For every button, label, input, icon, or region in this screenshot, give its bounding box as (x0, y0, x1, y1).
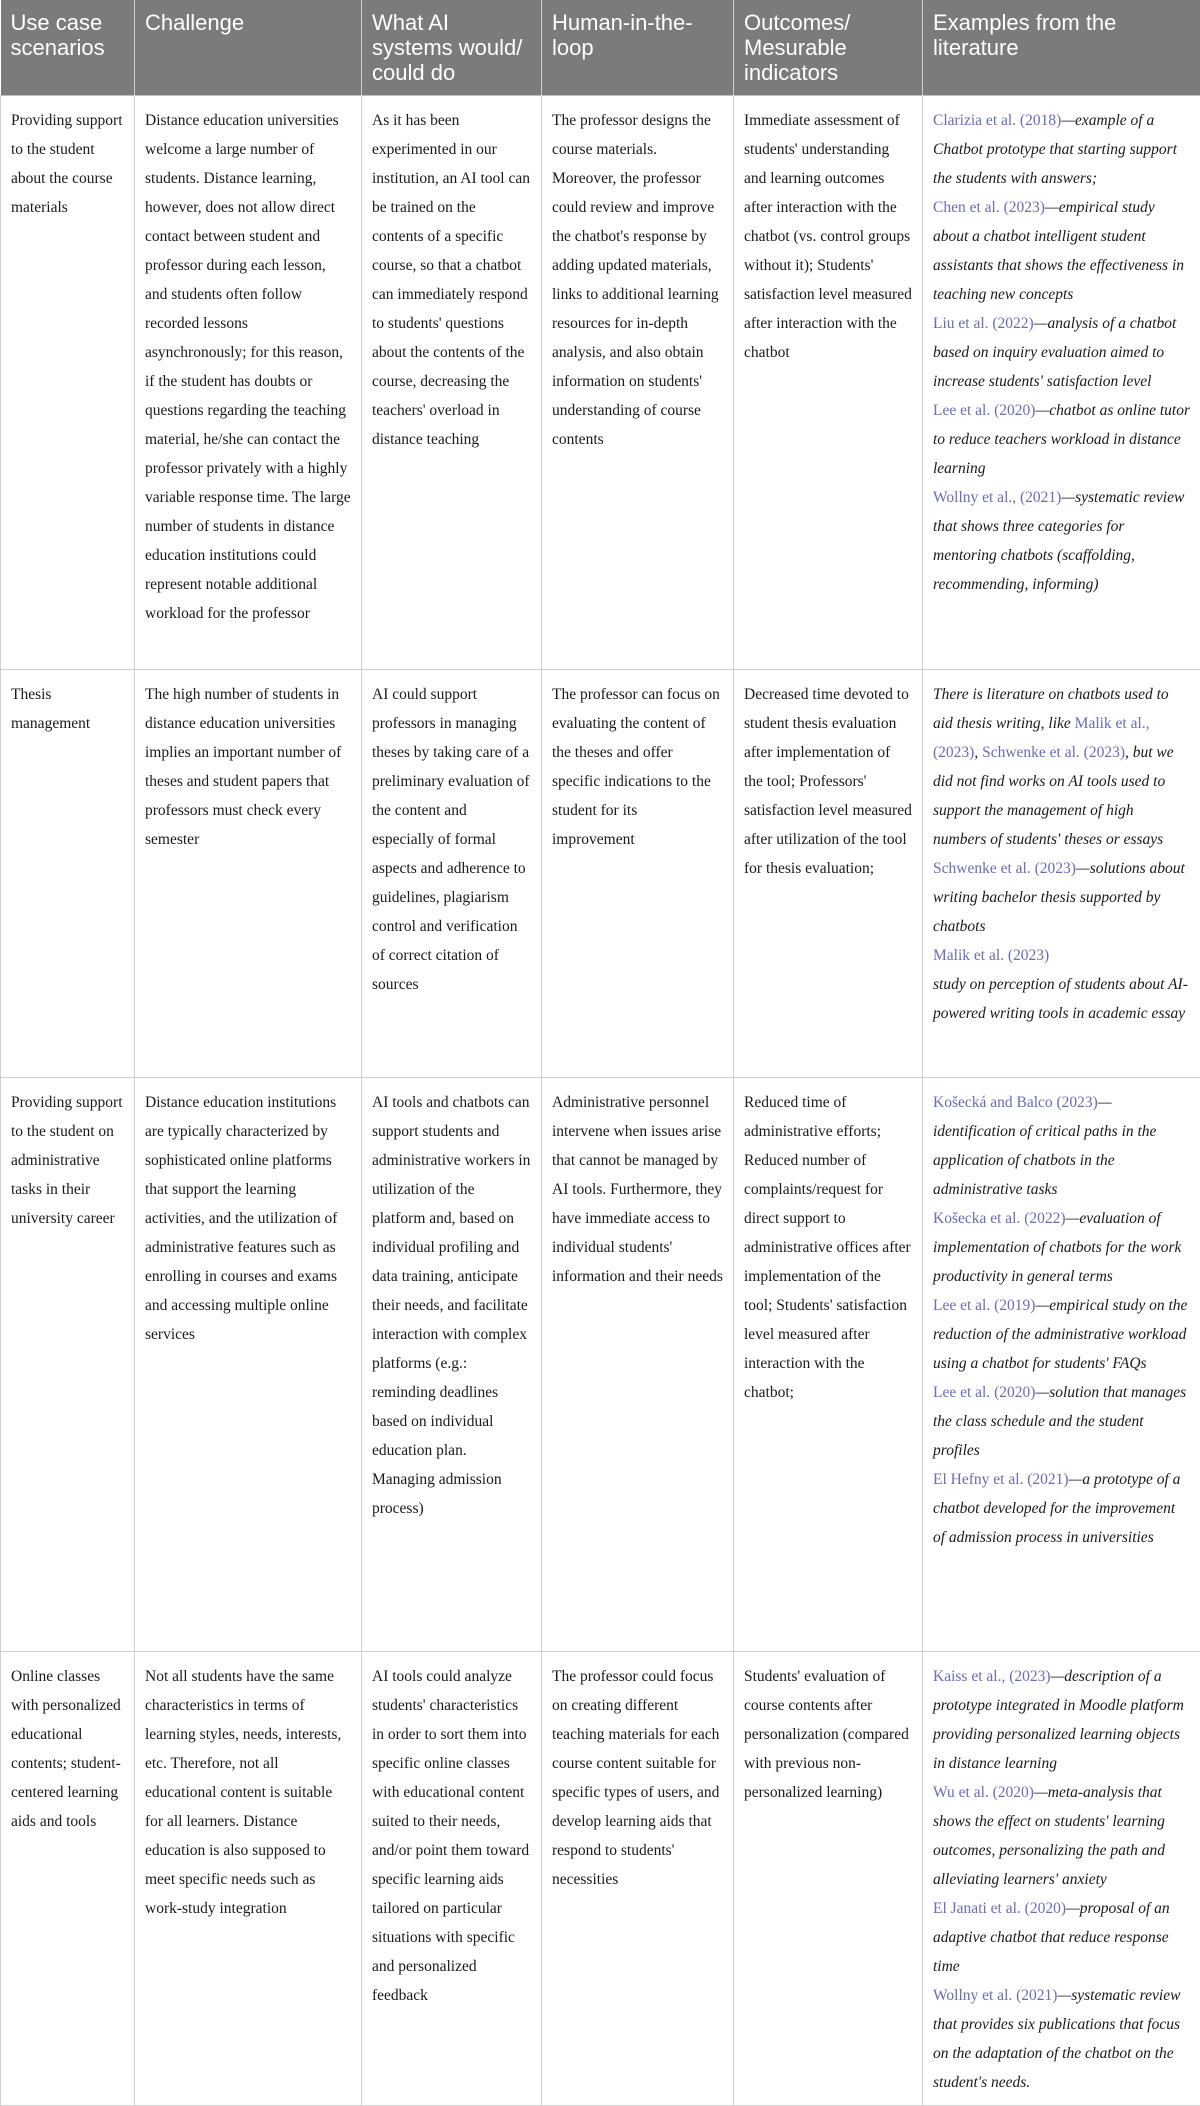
citation-description: —solution that manages the class schedule and the student profiles (933, 1384, 1186, 1459)
citation-link[interactable]: Schwenke et al. (2023) (982, 744, 1125, 761)
reference-entry (933, 1210, 1181, 1285)
cell-use-case: Thesis management (1, 670, 135, 1078)
citation-link[interactable]: Malik et al., (2023) (933, 715, 1150, 761)
cell-challenge: Distance education universities welcome a large number of students. Distance learning, however, does not allow direct contact between student and professor during each lesson, and students often follow recorded lessons asynchronously; for this reason, if the student has doubts or questions regarding the teaching material, he/she can contact the professor privately with a highly variable response time. The large number of students in distance education institutions could represent notable additional workload for the professor (135, 96, 362, 670)
citation-link[interactable]: Chen et al. (2023) (933, 199, 1045, 216)
table-row (1, 96, 1200, 670)
cell-ai-systems: AI tools and chatbots can support students and administrative workers in utilization of the platform and, based on individual profiling and data training, anticipate their needs, and facilitate interaction with complex platforms (e.g.: reminding deadlines based on individual education plan. Managing admission process) (362, 1078, 542, 1652)
header-row (1, 0, 1200, 96)
cell-challenge: The high number of students in distance education universities implies an important number of theses and student papers that professors must check every semester (135, 670, 362, 1078)
cell-ai-systems: AI could support professors in managing theses by taking care of a preliminary evaluation of the content and especially of formal aspects and adherence to guidelines, plagiarism control and verification of correct citation of sources (362, 670, 542, 1078)
citation-description: —systematic review that shows three categories for mentoring chatbots (scaffolding, recommending, informing) (933, 489, 1184, 593)
reference-entry (933, 112, 1177, 187)
cell-examples (923, 96, 1200, 670)
cell-outcomes: Immediate assessment of students' understanding and learning outcomes after interaction with the chatbot (vs. control groups without it); Students' satisfaction level measured after interaction with the chatbot (734, 96, 923, 670)
cell-use-case: Providing support to the student about the course materials (1, 96, 135, 670)
header-use-case: Use case scenarios (1, 0, 135, 96)
table-row (1, 1652, 1200, 2106)
citation-description: —description of a prototype integrated in Moodle platform providing personalized learning objects in distance learning (933, 1668, 1184, 1772)
citation-link[interactable]: Schwenke et al. (2023) (933, 860, 1076, 877)
citation-link[interactable]: Lee et al. (2020) (933, 1384, 1035, 1401)
cell-outcomes: Students' evaluation of course contents after personalization (compared with previous non-personalized learning) (734, 1652, 923, 2106)
reference-entry (933, 1784, 1165, 1888)
reference-entry (933, 1987, 1180, 2091)
citation-link[interactable]: El Hefny et al. (2021) (933, 1471, 1069, 1488)
cell-ai-systems: AI tools could analyze students' characteristics in order to sort them into specific online classes with educational content suited to their needs, and/or point them toward specific learning aids tailored on particular situations with specific and personalized feedback (362, 1652, 542, 2106)
cell-human-loop: The professor designs the course materials. Moreover, the professor could review and improve the chatbot's response by adding updated materials, links to additional learning resources for in-depth analysis, and also obtain information on students' understanding of course contents (542, 96, 734, 670)
citation-link[interactable]: Lee et al. (2019) (933, 1297, 1035, 1314)
intro-separator: , (974, 744, 982, 761)
reference-entry (933, 199, 1184, 303)
cell-use-case: Providing support to the student on administrative tasks in their university career (1, 1078, 135, 1652)
citation-description: —proposal of an adaptive chatbot that reduce response time (933, 1900, 1170, 1975)
cell-outcomes: Reduced time of administrative efforts; Reduced number of complaints/request for direct support to administrative offices after implementation of the tool; Students' satisfaction level measured after interaction with the chatbot; (734, 1078, 923, 1652)
cell-examples (923, 670, 1200, 1078)
reference-intro (933, 686, 1174, 848)
cell-use-case: Online classes with personalized educational contents; student-centered learning aids and tools (1, 1652, 135, 2106)
header-challenge: Challenge (135, 0, 362, 96)
citation-link[interactable]: Clarizia et al. (2018) (933, 112, 1061, 129)
citation-description: —evaluation of implementation of chatbots for the work productivity in general terms (933, 1210, 1181, 1285)
header-examples: Examples from the literature (923, 0, 1200, 96)
citation-link[interactable]: Košecka et al. (2022) (933, 1210, 1066, 1227)
table-row (1, 670, 1200, 1078)
cell-challenge: Not all students have the same characteristics in terms of learning styles, needs, interests, etc. Therefore, not all educational content is suitable for all learners. Distance education is also supposed to meet specific needs such as work-study integration (135, 1652, 362, 2106)
cell-human-loop: Administrative personnel intervene when issues arise that cannot be managed by AI tools. Furthermore, they have immediate access to individual students' information and their needs (542, 1078, 734, 1652)
citation-link[interactable]: Wu et al. (2020) (933, 1784, 1034, 1801)
reference-entry (933, 1297, 1187, 1372)
citation-description: study on perception of students about AI-powered writing tools in academic essay (933, 976, 1188, 1022)
citation-link[interactable]: Liu et al. (2022) (933, 315, 1034, 332)
reference-entry (933, 1900, 1170, 1975)
header-human-loop: Human-in-the-loop (542, 0, 734, 96)
intro-text: , but we did not find works on AI tools used to support the management of high numbers of students' theses or essays (933, 744, 1174, 848)
citation-link[interactable]: El Janati et al. (2020) (933, 1900, 1066, 1917)
header-outcomes: Outcomes/ Mesurable indicators (734, 0, 923, 96)
citation-description: —analysis of a chatbot based on inquiry evaluation aimed to increase students' satisfaction level (933, 315, 1176, 390)
citation-description: —example of a Chatbot prototype that starting support the students with answers; (933, 112, 1177, 187)
table-row (1, 1078, 1200, 1652)
cell-ai-systems: As it has been experimented in our institution, an AI tool can be trained on the contents of a specific course, so that a chatbot can immediately respond to students' questions about the contents of the course, decreasing the teachers' overload in distance teaching (362, 96, 542, 670)
citation-link[interactable]: Wollny et al., (2021) (933, 489, 1061, 506)
citation-description: —identification of critical paths in the application of chatbots in the administrative tasks (933, 1094, 1156, 1198)
citation-link[interactable]: Kaiss et al., (2023) (933, 1668, 1051, 1685)
reference-entry (933, 489, 1184, 593)
reference-entry (933, 1668, 1184, 1772)
citation-link[interactable]: Wollny et al. (2021) (933, 1987, 1057, 2004)
cell-human-loop: The professor can focus on evaluating the content of the theses and offer specific indications to the student for its improvement (542, 670, 734, 1078)
cell-challenge: Distance education institutions are typically characterized by sophisticated online platforms that support the learning activities, and the utilization of administrative features such as enrolling in courses and exams and accessing multiple online services (135, 1078, 362, 1652)
cell-examples (923, 1652, 1200, 2106)
reference-entry (933, 1384, 1186, 1459)
citation-link[interactable]: Malik et al. (2023) (933, 947, 1049, 964)
citation-link[interactable]: Lee et al. (2020) (933, 402, 1035, 419)
citation-description: —empirical study on the reduction of the administrative workload using a chatbot for students' FAQs (933, 1297, 1187, 1372)
citation-description: —a prototype of a chatbot developed for the improvement of admission process in universities (933, 1471, 1180, 1546)
reference-entry (933, 860, 1185, 935)
citation-description: —solutions about writing bachelor thesis supported by chatbots (933, 860, 1185, 935)
cell-examples (923, 1078, 1200, 1652)
citation-description: —meta-analysis that shows the effect on students' learning outcomes, personalizing the path and alleviating learners' anxiety (933, 1784, 1165, 1888)
reference-entry (933, 1094, 1156, 1198)
cell-outcomes: Decreased time devoted to student thesis evaluation after implementation of the tool; Professors' satisfaction level measured after utilization of the tool for thesis evaluation; (734, 670, 923, 1078)
reference-entry (933, 402, 1190, 477)
reference-entry (933, 1471, 1180, 1546)
reference-entry (933, 315, 1176, 390)
citation-link[interactable]: Košecká and Balco (2023) (933, 1094, 1098, 1111)
citation-description: —chatbot as online tutor to reduce teachers workload in distance learning (933, 402, 1190, 477)
cell-human-loop: The professor could focus on creating different teaching materials for each course content suitable for specific types of users, and develop learning aids that respond to students' necessities (542, 1652, 734, 2106)
reference-entry (933, 947, 1188, 1022)
intro-text: There is literature on chatbots used to aid thesis writing, like (933, 686, 1169, 732)
citation-description: —empirical study about a chatbot intelligent student assistants that shows the effectiveness in teaching new concepts (933, 199, 1184, 303)
header-ai-systems: What AI systems would/ could do (362, 0, 542, 96)
citation-description: —systematic review that provides six publications that focus on the adaptation of the chatbot on the student's needs. (933, 1987, 1180, 2091)
